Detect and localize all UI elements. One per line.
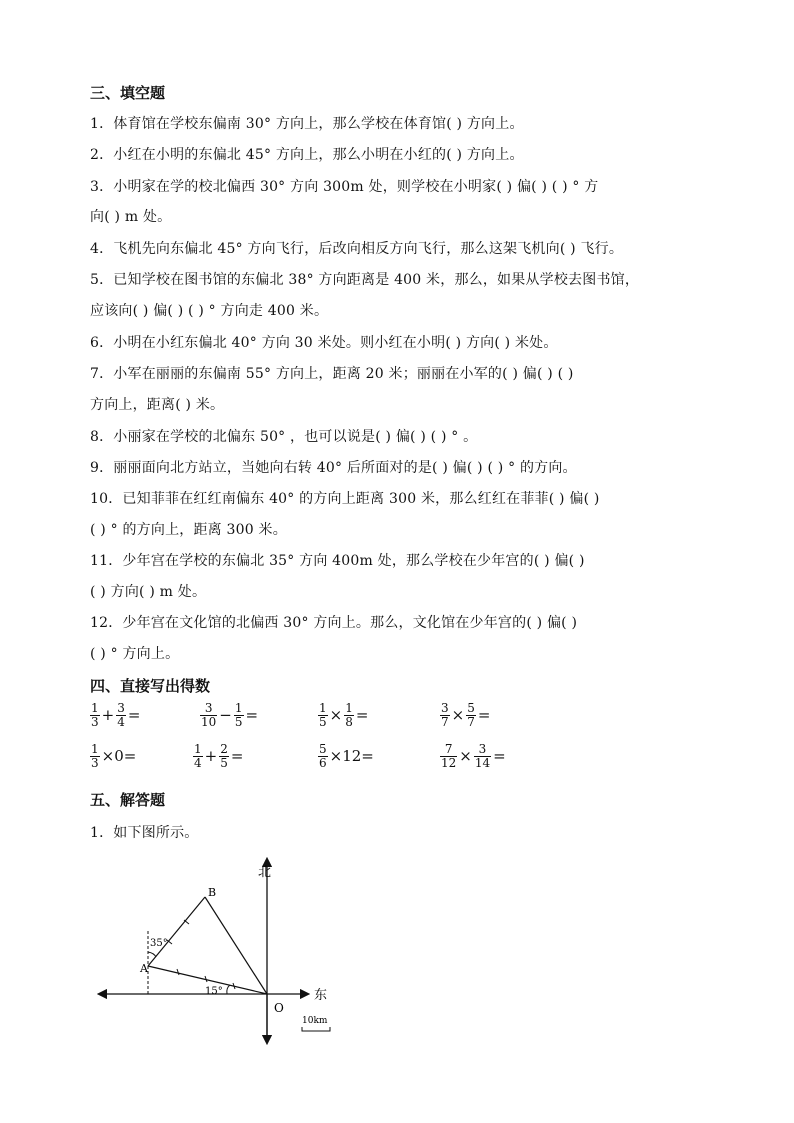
fraction: $\frac{5}{6}$ (319, 742, 327, 770)
fill-line-2: 2．小红在小明的东偏北 45° 方向上，那么小明在小红的( ) 方向上。 (90, 147, 524, 163)
angle-o-label: 15° (205, 986, 223, 997)
line-bo (205, 897, 267, 994)
fill-line-4: 4．飞机先向东偏北 45° 方向飞行，后改向相反方向飞行，那么这架飞机向( ) 飞行。 (90, 241, 624, 257)
fill-line-11: 11．少年宫在学校的东偏北 35° 方向 400m 处，那么学校在少年宫的( ) 偏( ) (90, 553, 585, 569)
scale-label: 10km (302, 1016, 328, 1026)
calc-item: $\frac{7}{12}$ × $\frac{3}{14}$ = (441, 742, 506, 770)
fraction: $\frac{1}{5}$ (319, 701, 327, 729)
fraction: $\frac{3}{7}$ (441, 701, 449, 729)
fill-line-10: 10．已知菲菲在红红南偏东 40° 的方向上距离 300 米，那么红红在菲菲( ) 偏( ) (90, 491, 600, 507)
fraction: $\frac{1}{5}$ (234, 701, 243, 729)
calc-item: $\frac{5}{6}$ ×12= (319, 742, 374, 770)
question-1: 1．如下图所示。 (90, 825, 199, 841)
fraction: $\frac{7}{12}$ (441, 742, 457, 770)
fraction: $\frac{1}{4}$ (194, 742, 202, 770)
fill-line-7-cont: 方向上，距离( ) 米。 (90, 397, 225, 413)
fill-line-12-cont: ( ) ° 方向上。 (90, 646, 180, 662)
section-5-heading: 五、解答题 (90, 791, 166, 809)
calc-item: $\frac{3}{10}$ − $\frac{1}{5}$ = (201, 701, 259, 729)
calc-item: $\frac{1}{3}$ ×0= (91, 742, 137, 770)
fraction: $\frac{1}{3}$ (91, 701, 99, 729)
calc-item: $\frac{1}{5}$ × $\frac{1}{8}$ = (319, 701, 369, 729)
section-3-heading: 三、填空题 (90, 84, 166, 102)
fill-line-1: 1．体育馆在学校东偏南 30° 方向上，那么学校在体育馆( ) 方向上。 (90, 116, 524, 132)
fill-line-9: 9．丽丽面向北方站立，当她向右转 40° 后所面对的是( ) 偏( ) ( ) ° 的方向。 (90, 460, 577, 476)
fill-line-10-cont: ( ) ° 的方向上，距离 300 米。 (90, 522, 287, 538)
fraction: $\frac{3}{14}$ (474, 742, 491, 770)
origin-label: O (274, 1001, 284, 1015)
north-label: 北 (258, 865, 272, 880)
angle-a-label: 35° (150, 938, 168, 949)
fill-line-7: 7．小军在丽丽的东偏南 55° 方向上，距离 20 米；丽丽在小军的( ) 偏( ) ( ) (90, 366, 574, 382)
fill-line-12: 12．少年宫在文化馆的北偏西 30° 方向上。那么，文化馆在少年宫的( ) 偏( ) (90, 615, 578, 631)
fill-line-6: 6．小明在小红东偏北 40° 方向 30 米处。则小红在小明( ) 方向( ) 米处。 (90, 335, 558, 351)
fraction: $\frac{5}{7}$ (467, 701, 475, 729)
fill-line-8: 8．小丽家在学校的北偏东 50° ，也可以说是( ) 偏( ) ( ) ° 。 (90, 429, 478, 445)
point-a-label: A (140, 962, 148, 975)
fraction: $\frac{3}{10}$ (201, 701, 217, 729)
point-b-label: B (208, 886, 217, 899)
fill-line-3-cont: 向( ) m 处。 (90, 209, 172, 225)
angle-arc-o (227, 985, 230, 994)
scale-bar (302, 1027, 330, 1031)
fill-line-11-cont: ( ) 方向( ) m 处。 (90, 584, 207, 600)
line-ab (148, 897, 205, 966)
calc-item: $\frac{1}{4}$ + $\frac{2}{5}$ = (194, 742, 244, 770)
calc-item: $\frac{3}{7}$ × $\frac{5}{7}$ = (441, 701, 491, 729)
fraction: $\frac{1}{8}$ (345, 701, 353, 729)
fraction: $\frac{1}{3}$ (91, 742, 99, 770)
angle-arc-a (148, 952, 156, 957)
calc-item: $\frac{1}{3}$ + $\frac{3}{4}$ = (91, 701, 141, 729)
section-4-heading: 四、直接写出得数 (90, 677, 211, 695)
east-label: 东 (314, 988, 328, 1003)
fraction: $\frac{3}{4}$ (117, 701, 125, 729)
fill-line-5-cont: 应该向( ) 偏( ) ( ) ° 方向走 400 米。 (90, 303, 329, 319)
fill-line-3: 3．小明家在学的校北偏西 30° 方向 300m 处，则学校在小明家( ) 偏( ) ( ) ° 方 (90, 179, 599, 195)
fraction: $\frac{2}{5}$ (220, 742, 228, 770)
tick-mark (177, 969, 179, 975)
fill-line-5: 5．已知学校在图书馆的东偏北 38° 方向距离是 400 米，那么，如果从学校去图书馆， (90, 272, 640, 288)
